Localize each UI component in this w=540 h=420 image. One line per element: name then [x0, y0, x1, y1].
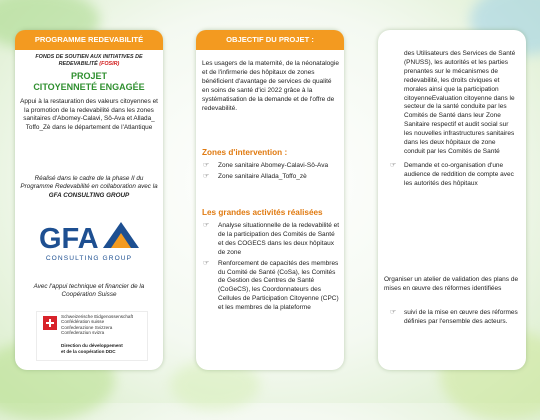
ddc-label: [61, 343, 145, 354]
fonds-line-1: FONDS DE SOUTIEN AUX INITIATIVES DE: [35, 54, 143, 60]
pointing-hand-icon: ☞: [390, 161, 397, 169]
activity-label: Renforcement de capacités des membres du Comité de Santé (CoSa), les Comités de Gestion des Centres de Santé (CoGeCS), les Coordonnateurs des Cellules de Participation Citoyenne (CPC) et les membres de la plateforme: [218, 259, 339, 312]
list-item: [202, 260, 340, 313]
fonds-caption: [22, 54, 156, 68]
list-item: [202, 173, 340, 182]
programme-banner: PROGRAMME REDEVABILITÉ: [15, 30, 163, 50]
realisation-note: [20, 175, 158, 200]
realisation-text: Réalisé dans le cadre de la phase II du Programme Redevabilité en collaboration avec la: [20, 175, 158, 191]
zone-label: Zone sanitaire Allada_Toffo_zè: [218, 172, 307, 180]
swiss-support-note: Avec l'appui technique et financier de la Coopération Suisse: [33, 283, 145, 299]
suivi-label: suivi de la mise en œuvre des réformes définies par l'ensemble des acteurs.: [404, 309, 518, 325]
swiss-name-line: Confederaziun svizra: [61, 330, 105, 336]
fonds-code: (FOSIR): [99, 61, 120, 67]
list-item: [202, 222, 340, 258]
swiss-cooperation-logo: [36, 311, 148, 361]
zone-label: Zone sanitaire Abomey-Calavi-Sô-Ava: [218, 162, 329, 169]
fonds-line-2: REDEVABILITÉ: [58, 61, 98, 67]
list-item: [390, 162, 516, 189]
zones-heading: Zones d'intervention :: [202, 148, 288, 157]
objectif-banner: OBJECTIF DU PROJET :: [196, 30, 344, 50]
gfa-logo: [37, 217, 141, 263]
project-title-line-2: CITOYENNETÉ ENGAGÉE: [33, 82, 145, 92]
suivi-list: [390, 309, 520, 327]
swiss-flag-icon: [43, 316, 57, 330]
pointing-hand-icon: ☞: [203, 162, 210, 169]
project-title: [20, 71, 158, 93]
project-title-line-1: PROJET: [70, 71, 107, 81]
swiss-name-line: Confédération suisse: [61, 319, 105, 325]
activities-list: [202, 222, 340, 315]
gfa-triangle-logo-icon: [103, 222, 139, 248]
pointing-hand-icon: ☞: [203, 222, 210, 229]
swiss-name-line: Confederazione Svizzera: [61, 324, 113, 330]
zones-list: [202, 162, 340, 184]
gfa-logo-subtitle: CONSULTING GROUP: [45, 255, 133, 262]
ddc-line: et de la coopération DDC: [61, 348, 116, 354]
ddc-line: Direction du développement: [61, 343, 123, 348]
activities-continued-list: [390, 50, 516, 189]
pointing-hand-icon: ☞: [203, 259, 210, 267]
list-item: [202, 162, 340, 171]
gfa-logo-text: GFA: [39, 223, 99, 255]
activity-label: Demande et co-organisation d'une audience de reddition de compte avec les autorités des hôpitaux: [404, 161, 514, 187]
organise-workshop-text: Organiser un atelier de validation des plans de mises en œuvre des réformes identifiées: [384, 276, 519, 292]
activity-label: Analyse situationnelle de la redevabilité et de la participation des Comités de Santé et des COGECS dans les deux hôpitaux de zone: [218, 222, 340, 256]
swiss-confederation-names: [61, 314, 145, 336]
objectif-intro: Les usagers de la maternité, de la néonatalogie et de l'infirmerie des hôpitaux de zones bénéficient d'avantage de services de qualité en soins de santé d'ici 2022 grâce à la systématisation de la demande et de l'offre de redevabilité.: [202, 60, 339, 112]
activity-continuation: des Utilisateurs des Services de Santé (PNUSS), les autorités et les parties prenantes sur le mécanismes de redevabilité, les droits civiques et morales ainsi que la participation citoyenneEvaluation citoyenne dans le secteur de la santé conduite par les Comités de Santé dans leur Zone Sanitaire respectif et audit social sur les nouvelles infrastructures sanitaires dans les deux hôpitaux de zone conduit par les Comités de Santé: [404, 50, 516, 155]
swiss-name-line: Schweizerische Eidgenossenschaft: [61, 314, 134, 319]
pointing-hand-icon: ☞: [390, 309, 397, 316]
realisation-partner: GFA CONSULTING GROUP: [48, 191, 130, 199]
project-description: Appui à la restauration des valeurs citoyennes et la promotion de la redevabilité dans les zones sanitaires d'Abomey-Calavi, Sô-Ava et Allada_ Toffo_Zè dans le département de l'Atlantique: [20, 98, 158, 131]
activities-heading: Les grandes activités réalisées: [202, 208, 323, 217]
list-item: [390, 309, 520, 327]
pointing-hand-icon: ☞: [203, 172, 210, 180]
